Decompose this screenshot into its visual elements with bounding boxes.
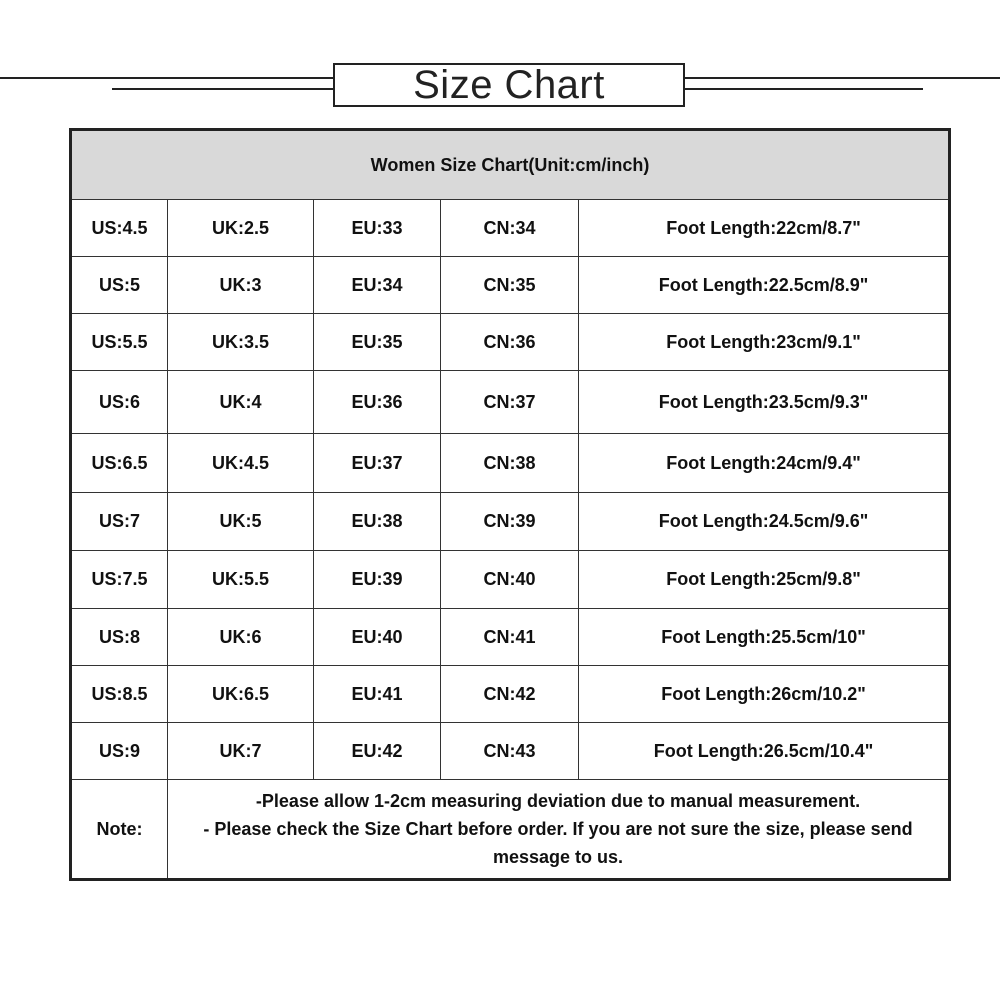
table-row xyxy=(71,666,950,723)
uk-size-cell: UK:4 xyxy=(168,371,314,434)
us-size-cell: US:6.5 xyxy=(71,434,168,493)
eu-size-cell: EU:41 xyxy=(314,666,441,723)
table-row xyxy=(71,434,950,493)
title-rule-left-long xyxy=(0,77,333,79)
cn-size-cell: CN:35 xyxy=(441,257,579,314)
uk-size-cell: UK:7 xyxy=(168,723,314,780)
note-content xyxy=(168,780,950,880)
title-rule-left-short xyxy=(112,88,333,90)
uk-size-cell: UK:4.5 xyxy=(168,434,314,493)
foot-length-cell: Foot Length:25.5cm/10" xyxy=(579,609,950,666)
foot-length-cell: Foot Length:26.5cm/10.4" xyxy=(579,723,950,780)
us-size-cell: US:9 xyxy=(71,723,168,780)
table-header-row xyxy=(71,130,950,200)
foot-length-cell: Foot Length:24.5cm/9.6" xyxy=(579,493,950,551)
us-size-cell: US:5.5 xyxy=(71,314,168,371)
title-rule-right-long xyxy=(685,77,1000,79)
us-size-cell: US:8 xyxy=(71,609,168,666)
table-row xyxy=(71,371,950,434)
foot-length-cell: Foot Length:23cm/9.1" xyxy=(579,314,950,371)
uk-size-cell: UK:3 xyxy=(168,257,314,314)
uk-size-cell: UK:5.5 xyxy=(168,551,314,609)
table-row xyxy=(71,609,950,666)
cn-size-cell: CN:34 xyxy=(441,200,579,257)
table-caption: Women Size Chart(Unit:cm/inch) xyxy=(71,130,950,200)
us-size-cell: US:7 xyxy=(71,493,168,551)
foot-length-cell: Foot Length:25cm/9.8" xyxy=(579,551,950,609)
us-size-cell: US:4.5 xyxy=(71,200,168,257)
table-row xyxy=(71,723,950,780)
title-box xyxy=(333,63,685,107)
us-size-cell: US:7.5 xyxy=(71,551,168,609)
eu-size-cell: EU:40 xyxy=(314,609,441,666)
foot-length-cell: Foot Length:26cm/10.2" xyxy=(579,666,950,723)
table-row xyxy=(71,314,950,371)
uk-size-cell: UK:6.5 xyxy=(168,666,314,723)
us-size-cell: US:6 xyxy=(71,371,168,434)
cn-size-cell: CN:38 xyxy=(441,434,579,493)
cn-size-cell: CN:41 xyxy=(441,609,579,666)
foot-length-cell: Foot Length:24cm/9.4" xyxy=(579,434,950,493)
cn-size-cell: CN:42 xyxy=(441,666,579,723)
note-label: Note: xyxy=(71,780,168,880)
table-row xyxy=(71,493,950,551)
cn-size-cell: CN:40 xyxy=(441,551,579,609)
us-size-cell: US:5 xyxy=(71,257,168,314)
note-line: -Please allow 1-2cm measuring deviation due to manual measurement. xyxy=(255,791,861,811)
note-line: message to us. xyxy=(492,847,624,867)
eu-size-cell: EU:38 xyxy=(314,493,441,551)
uk-size-cell: UK:2.5 xyxy=(168,200,314,257)
eu-size-cell: EU:33 xyxy=(314,200,441,257)
table-row xyxy=(71,257,950,314)
uk-size-cell: UK:5 xyxy=(168,493,314,551)
size-chart-table xyxy=(69,128,951,881)
foot-length-cell: Foot Length:23.5cm/9.3" xyxy=(579,371,950,434)
foot-length-cell: Foot Length:22.5cm/8.9" xyxy=(579,257,950,314)
eu-size-cell: EU:37 xyxy=(314,434,441,493)
title-rule-right-short xyxy=(685,88,923,90)
eu-size-cell: EU:35 xyxy=(314,314,441,371)
foot-length-cell: Foot Length:22cm/8.7" xyxy=(579,200,950,257)
uk-size-cell: UK:3.5 xyxy=(168,314,314,371)
uk-size-cell: UK:6 xyxy=(168,609,314,666)
cn-size-cell: CN:36 xyxy=(441,314,579,371)
eu-size-cell: EU:42 xyxy=(314,723,441,780)
table-row xyxy=(71,200,950,257)
eu-size-cell: EU:36 xyxy=(314,371,441,434)
eu-size-cell: EU:39 xyxy=(314,551,441,609)
cn-size-cell: CN:43 xyxy=(441,723,579,780)
us-size-cell: US:8.5 xyxy=(71,666,168,723)
table-row xyxy=(71,551,950,609)
eu-size-cell: EU:34 xyxy=(314,257,441,314)
page-title: Size Chart xyxy=(413,62,605,107)
cn-size-cell: CN:37 xyxy=(441,371,579,434)
note-line: - Please check the Size Chart before order. If you are not sure the size, please send xyxy=(203,819,913,839)
note-row xyxy=(71,780,950,880)
cn-size-cell: CN:39 xyxy=(441,493,579,551)
